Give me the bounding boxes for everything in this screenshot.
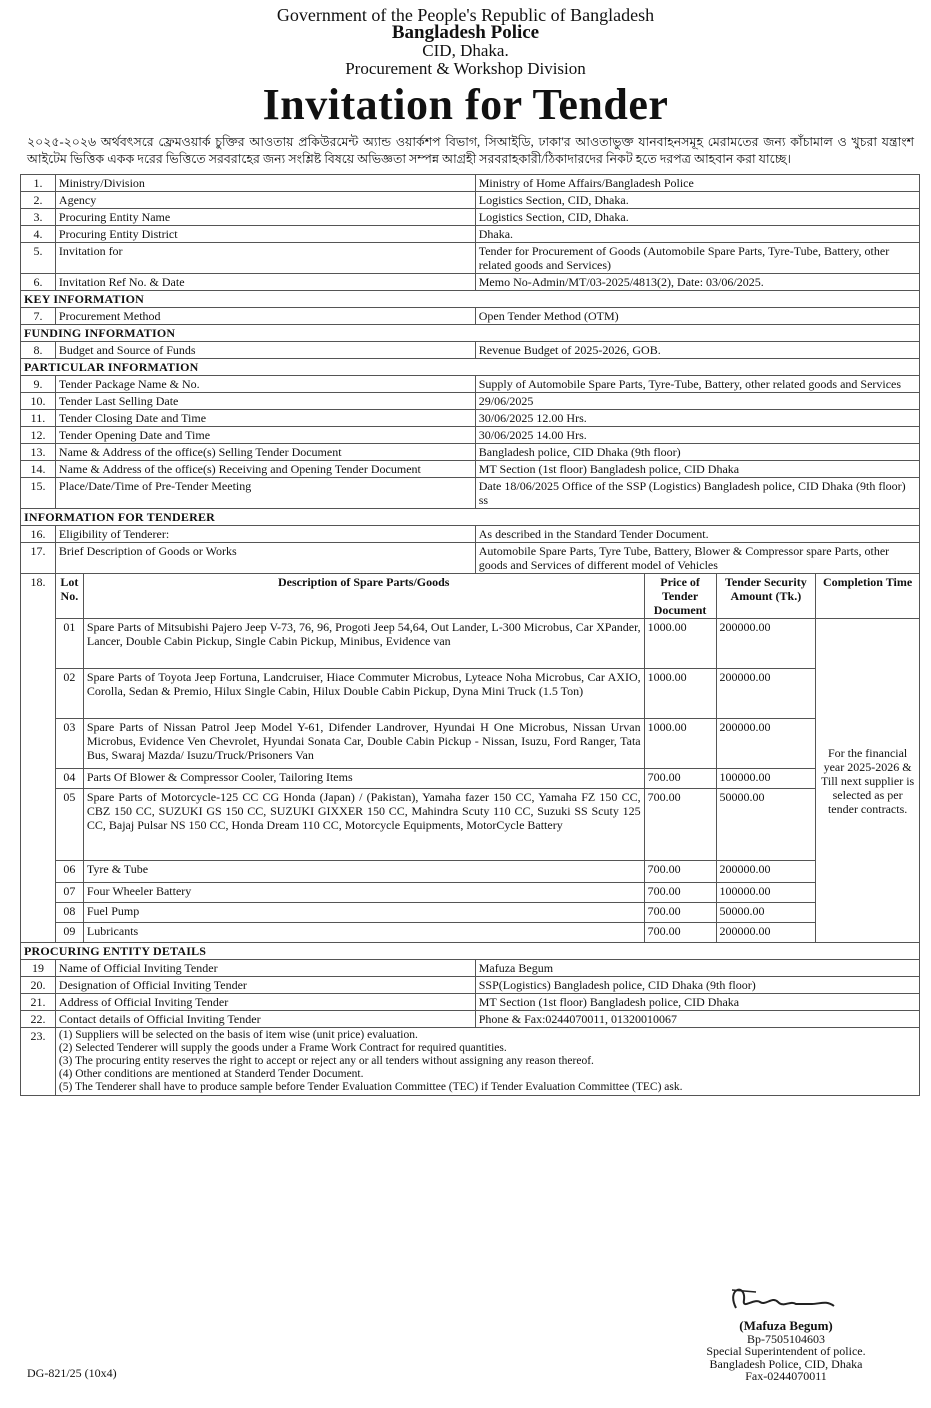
price-header: Price of Tender Document — [644, 574, 716, 619]
lot-security: 50000.00 — [716, 903, 816, 923]
table-row — [21, 226, 920, 243]
row-number: 10. — [21, 393, 56, 410]
table-row — [21, 977, 920, 994]
row-number: 1. — [21, 175, 56, 192]
row-number: 14. — [21, 461, 56, 478]
row-label: Eligibility of Tenderer: — [55, 526, 475, 543]
row-number: 2. — [21, 192, 56, 209]
lot-security: 100000.00 — [716, 769, 816, 789]
row-label: Procuring Entity Name — [55, 209, 475, 226]
lot-security: 200000.00 — [716, 923, 816, 943]
lot-price: 1000.00 — [644, 669, 716, 719]
row-label: Address of Official Inviting Tender — [55, 994, 475, 1011]
row-value: Open Tender Method (OTM) — [475, 308, 919, 325]
header-unit: CID, Dhaka. — [422, 41, 509, 60]
row-label: Designation of Official Inviting Tender — [55, 977, 475, 994]
row-number: 15. — [21, 478, 56, 509]
lot-row — [21, 903, 920, 923]
row-number: 6. — [21, 274, 56, 291]
completion-time: For the financial year 2025-2026 & Till next supplier is selected as per tender contracts. — [816, 619, 920, 943]
lots-header-row — [21, 574, 920, 619]
lot-description: Spare Parts of Nissan Patrol Jeep Model Y-61, Difender Landrover, Hyundai H One Microbus, Nissan Urvan Microbus, Evidence Ven Chevrolet, Hyundai Sonata Car, Double Cabin Pickup - Nissan, Isuzu, Ford Ranger, Tata Bus, Swaraj Mazda/ Isuzu/Truck/Prisoners Van — [83, 719, 644, 769]
row-number: 21. — [21, 994, 56, 1011]
lot-number: 06 — [55, 861, 83, 883]
row-label: Ministry/Division — [55, 175, 475, 192]
lot-description: Parts Of Blower & Compressor Cooler, Tailoring Items — [83, 769, 644, 789]
row-value: As described in the Standard Tender Document. — [475, 526, 919, 543]
row-value: Automobile Spare Parts, Tyre Tube, Battery, Blower & Compressor spare Parts, other goods and Services of different model of Vehicles — [475, 543, 919, 574]
intro-paragraph: ২০২৫-২০২৬ অর্থবৎসরে ফ্রেমওয়ার্ক চুক্তির আওতায় প্রকিউরমেন্ট অ্যান্ড ওয়ার্কশপ বিভাগ, সিআইডি, ঢাকা'র আওতাভুক্ত যানবাহনসমূহ মেরামতের জন্য কাঁচামাল ও খুচরা যন্ত্রাংশ আইটেম ভিত্তিক একক দরের ভিত্তিতে সরবরাহের জন্য সংশ্লিষ্ট বিষয়ে অভিজ্ঞতা সম্পন্ন আগ্রহী সরবরাহকারী/ঠিকাদারদের নিকট হতে দরপত্র আহবান করা যাচ্ছে। — [27, 135, 914, 166]
row-number: 11. — [21, 410, 56, 427]
table-row — [21, 526, 920, 543]
row-label: Brief Description of Goods or Works — [55, 543, 475, 574]
row-label: Tender Package Name & No. — [55, 376, 475, 393]
lot-price: 700.00 — [644, 769, 716, 789]
row-value: Date 18/06/2025 Office of the SSP (Logistics) Bangladesh police, CID Dhaka (9th floor) ss — [475, 478, 919, 509]
row-number: 8. — [21, 342, 56, 359]
table-row — [21, 994, 920, 1011]
row-label: Name & Address of the office(s) Selling Tender Document — [55, 444, 475, 461]
row-label: Contact details of Official Inviting Tender — [55, 1011, 475, 1028]
section-row — [21, 325, 920, 342]
lot-price: 700.00 — [644, 861, 716, 883]
lot-row — [21, 669, 920, 719]
security-header: Tender Security Amount (Tk.) — [716, 574, 816, 619]
table-row — [21, 960, 920, 977]
lot-security: 50000.00 — [716, 789, 816, 861]
row-label: Name of Official Inviting Tender — [55, 960, 475, 977]
lot-price: 700.00 — [644, 883, 716, 903]
lot-description: Spare Parts of Motorcycle-125 CC CG Honda (Japan) / (Pakistan), Yamaha fazer 150 CC, Yamaha FZ 150 CC, CBZ 150 CC, SUZUKI GS 150 CC, SUZUKI GIXXER 150 CC, Mahindra Scuty 110 CC, Suzuki SS Scuty 125 CC, Bajaj Pulsar NS 150 CC, Honda Dream 110 CC, Motorcycle Equipments, MotorCycle Battery — [83, 789, 644, 861]
table-row — [21, 543, 920, 574]
lot-row — [21, 719, 920, 769]
row-label: Agency — [55, 192, 475, 209]
lot-number: 08 — [55, 903, 83, 923]
signature-block — [671, 1278, 901, 1383]
signatory-name: (Mafuza Begum) — [739, 1318, 833, 1333]
table-row — [21, 410, 920, 427]
condition-item: (4) Other conditions are mentioned at Standerd Tender Document. — [58, 1068, 364, 1080]
row-number: 19 — [21, 960, 56, 977]
condition-item: (5) The Tenderer shall have to produce sample before Tender Evaluation Committee (TEC) if Tender Evaluation Committee (TEC) ask. — [58, 1081, 683, 1093]
row-value: Ministry of Home Affairs/Bangladesh Police — [475, 175, 919, 192]
lot-security: 200000.00 — [716, 861, 816, 883]
condition-item: (1) Suppliers will be selected on the basis of item wise (unit price) evaluation. — [58, 1029, 418, 1041]
table-row — [21, 243, 920, 274]
completion-header: Completion Time — [816, 574, 920, 619]
row-value: Dhaka. — [475, 226, 919, 243]
section-row — [21, 509, 920, 526]
header — [17, 6, 914, 78]
section-row — [21, 359, 920, 376]
lot-price: 700.00 — [644, 789, 716, 861]
signatory-bp: Bp-7505104603 — [747, 1331, 825, 1346]
lot-number: 07 — [55, 883, 83, 903]
lot-description: Four Wheeler Battery — [83, 883, 644, 903]
row-number: 23. — [21, 1028, 56, 1096]
lot-description: Fuel Pump — [83, 903, 644, 923]
row-number: 12. — [21, 427, 56, 444]
lot-price: 1000.00 — [644, 719, 716, 769]
row-number: 16. — [21, 526, 56, 543]
table-row — [21, 308, 920, 325]
table-row — [21, 192, 920, 209]
row-number: 18. — [21, 574, 56, 943]
signature-image — [671, 1278, 901, 1320]
section-row — [21, 291, 920, 308]
row-value: SSP(Logistics) Bangladesh police, CID Dhaka (9th floor) — [475, 977, 919, 994]
page-title: Invitation for Tender — [262, 80, 669, 129]
table-row — [21, 461, 920, 478]
lot-row — [21, 619, 920, 669]
table-row — [21, 478, 920, 509]
row-number: 9. — [21, 376, 56, 393]
signatory-office: Bangladesh Police, CID, Dhaka — [709, 1356, 863, 1371]
row-value: Revenue Budget of 2025-2026, GOB. — [475, 342, 919, 359]
lot-row — [21, 769, 920, 789]
table-row — [21, 274, 920, 291]
lot-header: Lot No. — [55, 574, 83, 619]
section-heading: INFORMATION FOR TENDERER — [21, 509, 920, 526]
lot-number: 04 — [55, 769, 83, 789]
row-label: Tender Closing Date and Time — [55, 410, 475, 427]
condition-item: (3) The procuring entity reserves the right to accept or reject any or all tenders without assigning any reason thereof. — [58, 1055, 594, 1067]
row-value: Phone & Fax:0244070011, 01320010067 — [475, 1011, 919, 1028]
lot-row — [21, 923, 920, 943]
row-label: Invitation Ref No. & Date — [55, 274, 475, 291]
lot-security: 200000.00 — [716, 669, 816, 719]
lot-description: Tyre & Tube — [83, 861, 644, 883]
section-row — [21, 943, 920, 960]
lot-row — [21, 861, 920, 883]
section-heading: PARTICULAR INFORMATION — [21, 359, 920, 376]
row-number: 3. — [21, 209, 56, 226]
table-row — [21, 376, 920, 393]
lot-price: 700.00 — [644, 903, 716, 923]
lot-number: 03 — [55, 719, 83, 769]
header-division: Procurement & Workshop Division — [345, 59, 586, 78]
row-label: Budget and Source of Funds — [55, 342, 475, 359]
signatory-fax: Fax-0244070011 — [745, 1369, 827, 1383]
row-label: Tender Opening Date and Time — [55, 427, 475, 444]
lot-description: Spare Parts of Toyota Jeep Fortuna, Landcruiser, Hiace Commuter Microbus, Lyteace Noha Microbus, Car AXIO, Corolla, Sedan & Premio, Hilux Single Cabin, Hilux Double Cabin Pickup, Dyna Mini Truck (1.5 Ton) — [83, 669, 644, 719]
row-value: Tender for Procurement of Goods (Automobile Spare Parts, Tyre-Tube, Battery, other related goods and Services) — [475, 243, 919, 274]
lot-row — [21, 883, 920, 903]
lot-number: 05 — [55, 789, 83, 861]
footer-code: DG-821/25 (10x4) — [27, 1366, 117, 1380]
table-row — [21, 209, 920, 226]
row-number: 5. — [21, 243, 56, 274]
lot-number: 02 — [55, 669, 83, 719]
section-heading: KEY INFORMATION — [21, 291, 920, 308]
signatory-designation: Special Superintendent of police. — [706, 1344, 866, 1358]
tender-notice — [17, 6, 914, 1096]
row-number: 22. — [21, 1011, 56, 1028]
row-value: Bangladesh police, CID Dhaka (9th floor) — [475, 444, 919, 461]
row-value: 30/06/2025 14.00 Hrs. — [475, 427, 919, 444]
table-row — [21, 342, 920, 359]
section-heading: PROCURING ENTITY DETAILS — [21, 943, 920, 960]
section-heading: FUNDING INFORMATION — [21, 325, 920, 342]
lot-number: 01 — [55, 619, 83, 669]
row-number: 17. — [21, 543, 56, 574]
lot-row — [21, 789, 920, 861]
conditions-list — [55, 1028, 919, 1096]
row-value: Logistics Section, CID, Dhaka. — [475, 209, 919, 226]
row-value: MT Section (1st floor) Bangladesh police, CID Dhaka — [475, 461, 919, 478]
row-number: 4. — [21, 226, 56, 243]
row-value: 29/06/2025 — [475, 393, 919, 410]
row-value: Mafuza Begum — [475, 960, 919, 977]
row-value: 30/06/2025 12.00 Hrs. — [475, 410, 919, 427]
row-label: Procuring Entity District — [55, 226, 475, 243]
row-value: Logistics Section, CID, Dhaka. — [475, 192, 919, 209]
row-value: MT Section (1st floor) Bangladesh police, CID Dhaka — [475, 994, 919, 1011]
condition-item: (2) Selected Tenderer will supply the goods under a Frame Work Contract for required quantities. — [58, 1042, 507, 1054]
table-row — [21, 393, 920, 410]
header-agency: Bangladesh Police — [391, 22, 540, 43]
tender-table — [20, 174, 920, 1096]
row-value: Supply of Automobile Spare Parts, Tyre-Tube, Battery, other related goods and Services — [475, 376, 919, 393]
lot-security: 200000.00 — [716, 619, 816, 669]
notes-row — [21, 1028, 920, 1096]
row-label: Place/Date/Time of Pre-Tender Meeting — [55, 478, 475, 509]
lot-price: 700.00 — [644, 923, 716, 943]
row-value: Memo No-Admin/MT/03-2025/4813(2), Date: 03/06/2025. — [475, 274, 919, 291]
table-row — [21, 427, 920, 444]
table-row — [21, 444, 920, 461]
lot-security: 200000.00 — [716, 719, 816, 769]
table-row — [21, 1011, 920, 1028]
row-number: 20. — [21, 977, 56, 994]
table-row — [21, 175, 920, 192]
lot-price: 1000.00 — [644, 619, 716, 669]
lot-security: 100000.00 — [716, 883, 816, 903]
row-number: 13. — [21, 444, 56, 461]
header-government: Government of the People's Republic of Bangladesh — [276, 5, 655, 25]
row-label: Tender Last Selling Date — [55, 393, 475, 410]
row-label: Name & Address of the office(s) Receiving and Opening Tender Document — [55, 461, 475, 478]
lot-description: Lubricants — [83, 923, 644, 943]
lot-number: 09 — [55, 923, 83, 943]
lot-description: Spare Parts of Mitsubishi Pajero Jeep V-73, 76, 96, Progoti Jeep 54,64, Out Lander, L-300 Microbus, Car XPander, Lancer, Double Cabin Pickup, Single Cabin Pickup, Minibus, Evidence van — [83, 619, 644, 669]
row-number: 7. — [21, 308, 56, 325]
description-header: Description of Spare Parts/Goods — [83, 574, 644, 619]
row-label: Invitation for — [55, 243, 475, 274]
row-label: Procurement Method — [55, 308, 475, 325]
